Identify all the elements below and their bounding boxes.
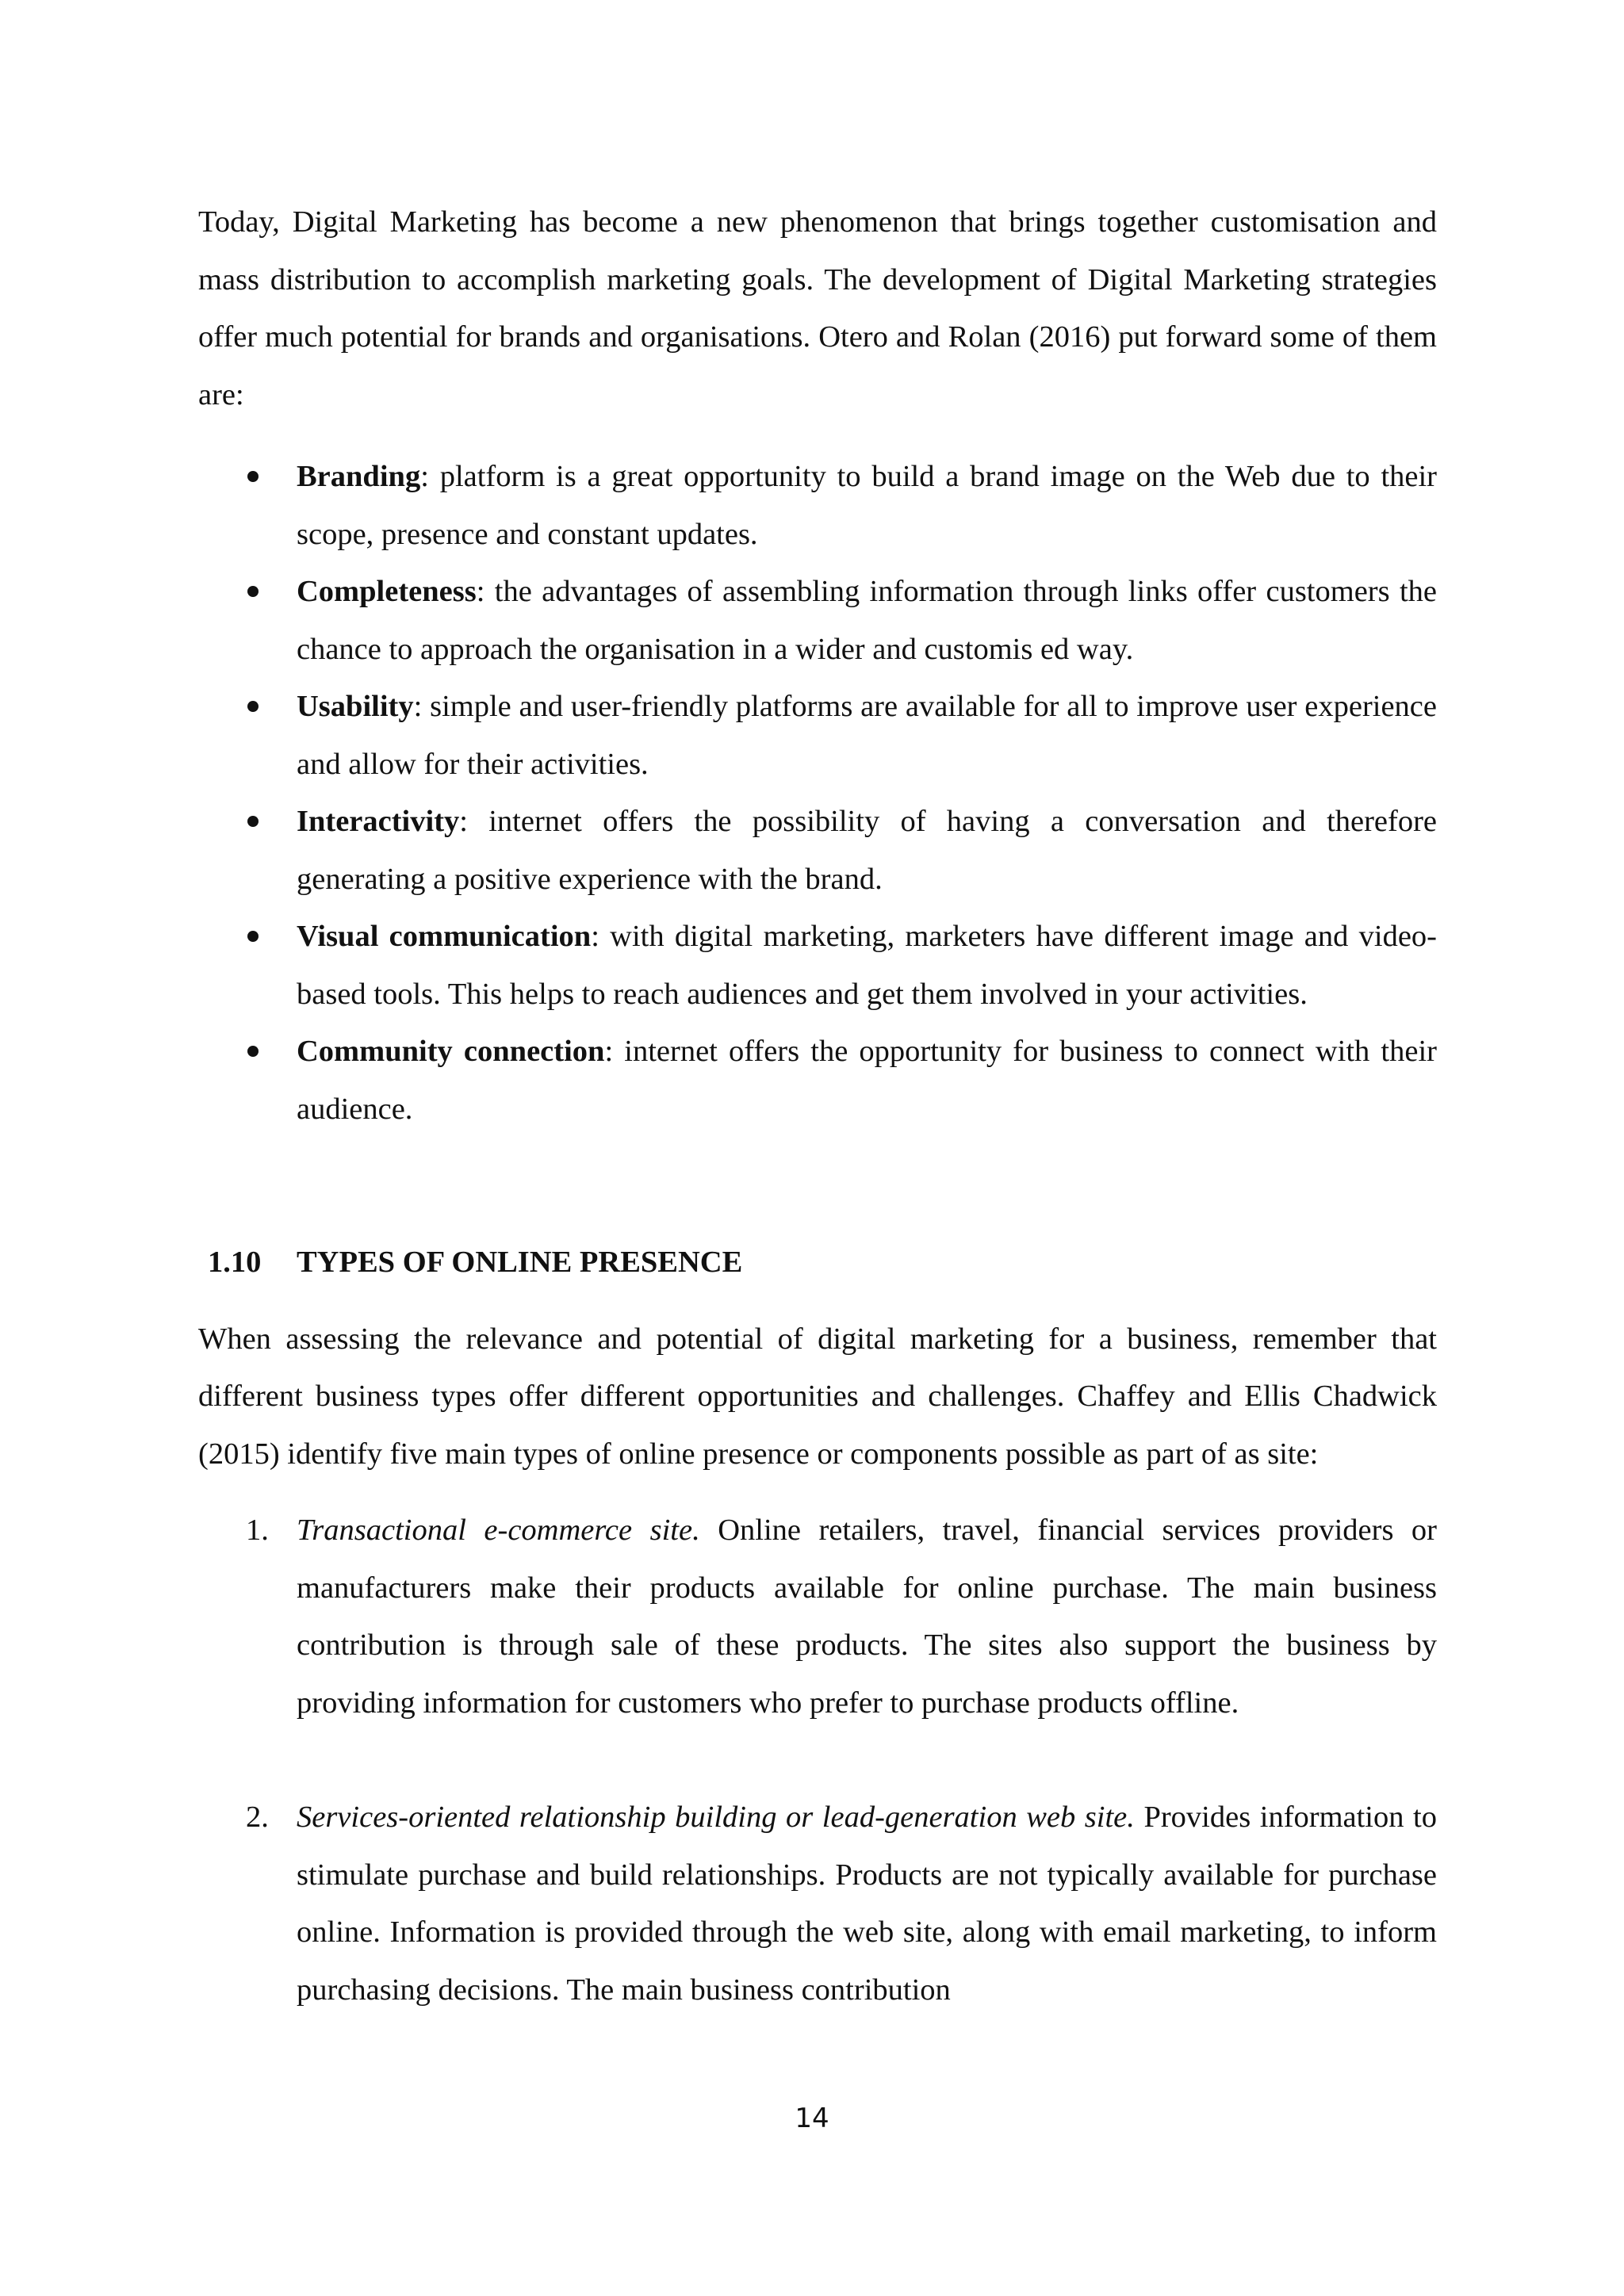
item-number: 1.: [246, 1513, 269, 1547]
list-item: [198, 448, 1437, 563]
benefit-description: : with digital marketing, marketers have different image and video-based tools. This helps to reach audiences and get them involved in your activities.: [297, 920, 1437, 1011]
benefit-description: : internet offers the possibility of having a conversation and therefore generating a positive experience with the brand.: [297, 805, 1437, 896]
benefits-list: [198, 448, 1437, 1138]
benefit-term: Visual communication: [297, 920, 592, 953]
list-item: [198, 563, 1437, 678]
bullet-icon: [247, 816, 259, 827]
benefit-description: : simple and user-friendly platforms are available for all to improve user experience and allow for their activities.: [297, 690, 1437, 781]
section-intro-paragraph: When assessing the relevance and potential of digital marketing for a business, remember that different business types offer different opportunities and challenges. Chaffey and Ellis Chadwick (2015) identify five main types of online presence or components possible as part of as site:: [198, 1322, 1437, 1471]
list-item: [198, 1023, 1437, 1138]
benefit-description: : platform is a great opportunity to build a brand image on the Web due to their scope, presence and constant updates.: [297, 460, 1437, 551]
bullet-icon: [247, 471, 259, 482]
list-item: [198, 908, 1437, 1023]
benefit-term: Completeness: [297, 575, 477, 608]
benefit-description: : the advantages of assembling information through links offer customers the chance to approach the organisation in a wider and customis ed way.: [297, 575, 1437, 666]
benefit-term: Community connection: [297, 1035, 605, 1068]
type-description: Provides information to stimulate purchase and build relationships. Products are not typically available for purchase online. Information is provided through the web site, along with email marketing, to inform purchasing decisions. The main business contribution: [297, 1800, 1437, 2007]
benefit-term: Interactivity: [297, 805, 460, 838]
bullet-icon: [247, 1046, 259, 1057]
list-item: [198, 1502, 1437, 1732]
bullet-icon: [247, 701, 259, 712]
list-item: [198, 1789, 1437, 2019]
page-content: [198, 193, 1437, 2019]
item-number: 2.: [246, 1800, 269, 1834]
intro-paragraph: Today, Digital Marketing has become a new phenomenon that brings together customisation and mass distribution to accomplish marketing goals. The development of Digital Marketing strategies offer much potential for brands and organisations. Otero and Rolan (2016) put forward some of them are:: [198, 205, 1437, 411]
page-number: 14: [795, 2103, 829, 2134]
section-number: 1.10: [208, 1246, 262, 1279]
bullet-icon: [247, 586, 259, 597]
section-heading: [208, 1234, 1437, 1292]
type-title: Transactional e-commerce site.: [297, 1513, 700, 1547]
list-item: [198, 678, 1437, 793]
section-title: TYPES OF ONLINE PRESENCE: [297, 1246, 743, 1279]
benefit-description: : internet offers the opportunity for business to connect with their audience.: [297, 1035, 1437, 1126]
benefit-term: Usability: [297, 690, 414, 723]
type-description: Online retailers, travel, financial services providers or manufacturers make their products available for online purchase. The main business contribution is through sale of these products. The sites also support the business by providing information for customers who prefer to purchase products offline.: [297, 1513, 1437, 1720]
type-title: Services-oriented relationship building or lead-generation web site.: [297, 1800, 1135, 1834]
presence-types-list: [198, 1502, 1437, 2019]
bullet-icon: [247, 931, 259, 942]
list-item: [198, 793, 1437, 908]
benefit-term: Branding: [297, 460, 421, 493]
